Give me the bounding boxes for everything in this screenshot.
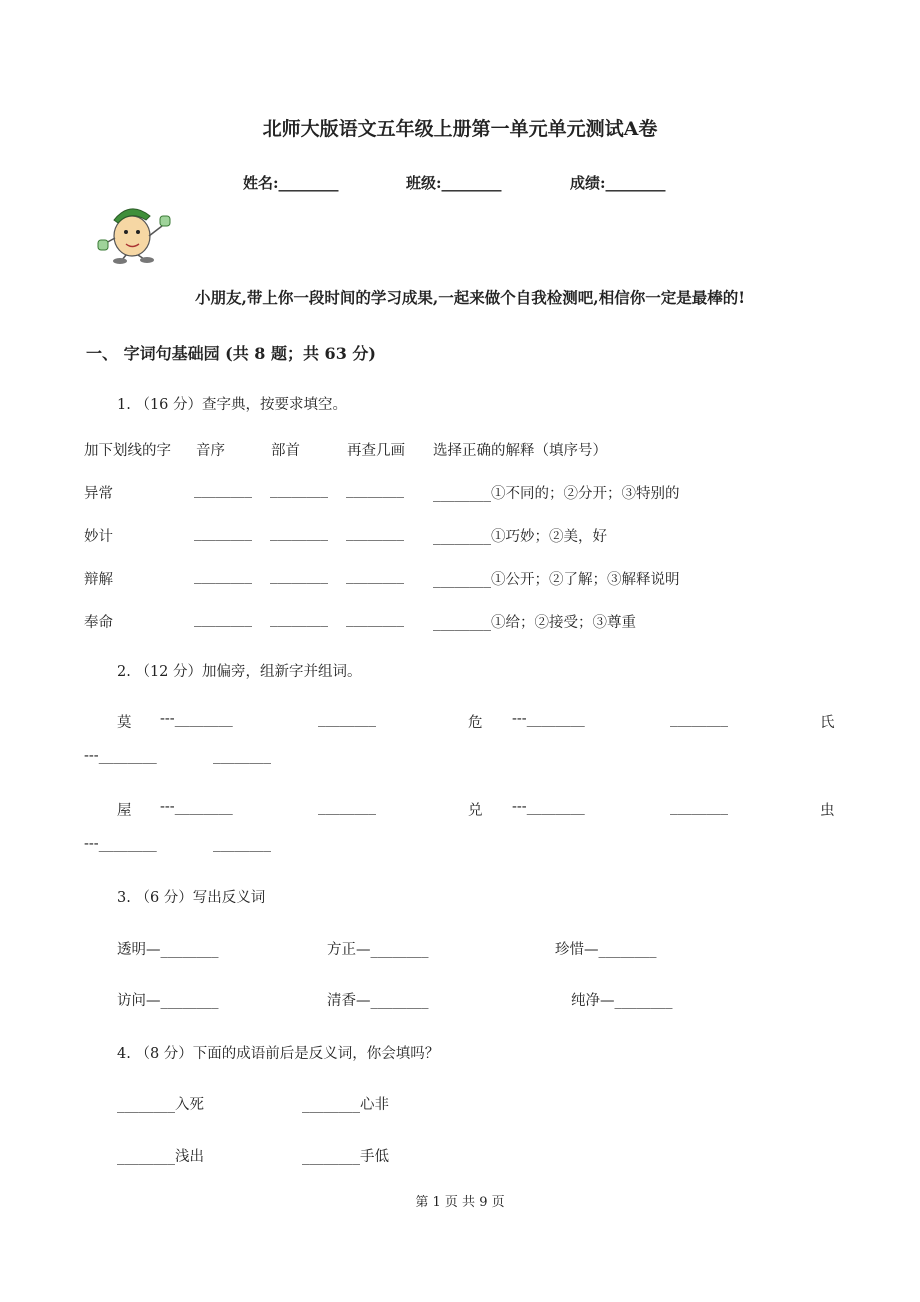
q1-row-word: 异常: [84, 486, 113, 502]
mascot-illustration: [96, 196, 178, 264]
q1-header-strokes: 再查几画: [347, 443, 405, 459]
question-2-title: 2. （12 分）加偏旁，组新字并组词。: [117, 664, 362, 680]
section-heading: 一、 字词句基础园 (共 8 题；共 63 分): [86, 344, 376, 363]
q1-blank-phonetic[interactable]: ________: [194, 611, 252, 627]
q2-blank[interactable]: ---________: [160, 711, 233, 727]
score-field[interactable]: 成绩:________: [570, 174, 666, 192]
q1-row-word: 奉命: [84, 615, 113, 631]
q1-row-answer[interactable]: ________①不同的；②分开；③特别的: [433, 486, 680, 502]
q3-item[interactable]: 方正—________: [327, 942, 429, 958]
q4-item[interactable]: ________手低: [302, 1149, 389, 1165]
q4-item[interactable]: ________心非: [302, 1097, 389, 1113]
class-field[interactable]: 班级:________: [406, 174, 502, 192]
q1-blank-radical[interactable]: ________: [270, 611, 328, 627]
q3-item[interactable]: 透明—________: [117, 942, 219, 958]
q2-blank[interactable]: ---________: [160, 799, 233, 815]
q3-item[interactable]: 纯净—________: [571, 993, 673, 1009]
question-4-title: 4. （8 分）下面的成语前后是反义词，你会填吗？: [117, 1046, 440, 1062]
q2-blank[interactable]: ---________: [84, 836, 157, 852]
q2-blank[interactable]: ________: [670, 799, 728, 815]
q2-char: 氏: [820, 715, 835, 731]
q2-char: 屋: [117, 803, 132, 819]
q1-row-answer[interactable]: ________①公开；②了解；③解释说明: [433, 572, 680, 588]
q2-blank[interactable]: ---________: [512, 799, 585, 815]
q3-item[interactable]: 访问—________: [117, 993, 219, 1009]
q4-item[interactable]: ________浅出: [117, 1149, 204, 1165]
question-1-title: 1. （16 分）查字典，按要求填空。: [117, 397, 348, 413]
q1-blank-strokes[interactable]: ________: [346, 568, 404, 584]
q2-blank[interactable]: ________: [213, 836, 271, 852]
q1-blank-radical[interactable]: ________: [270, 482, 328, 498]
q2-blank[interactable]: ________: [318, 711, 376, 727]
q2-char: 危: [468, 715, 483, 731]
q1-blank-phonetic[interactable]: ________: [194, 482, 252, 498]
q2-char: 莫: [117, 715, 132, 731]
q1-blank-radical[interactable]: ________: [270, 568, 328, 584]
q1-row-word: 妙计: [84, 529, 113, 545]
page-footer: 第 1 页 共 9 页: [415, 1195, 505, 1210]
q3-item[interactable]: 清香—________: [327, 993, 429, 1009]
q1-row-answer[interactable]: ________①巧妙；②美，好: [433, 529, 607, 545]
page-title: 北师大版语文五年级上册第一单元单元测试A卷: [262, 118, 658, 140]
q1-header-phonetic: 音序: [196, 443, 225, 459]
q4-item[interactable]: ________入死: [117, 1097, 204, 1113]
q1-blank-phonetic[interactable]: ________: [194, 568, 252, 584]
q1-header-meaning: 选择正确的解释（填序号）: [433, 443, 607, 459]
q2-char: 兑: [468, 803, 483, 819]
q2-blank[interactable]: ________: [318, 799, 376, 815]
q3-item[interactable]: 珍惜—________: [555, 942, 657, 958]
q2-blank[interactable]: ---________: [512, 711, 585, 727]
q2-blank[interactable]: ________: [670, 711, 728, 727]
name-field[interactable]: 姓名:________: [243, 174, 339, 192]
q1-blank-strokes[interactable]: ________: [346, 611, 404, 627]
intro-text: 小朋友,带上你一段时间的学习成果,一起来做个自我检测吧,相信你一定是最棒的!: [195, 288, 745, 307]
q1-row-word: 辩解: [84, 572, 113, 588]
q1-blank-radical[interactable]: ________: [270, 525, 328, 541]
q1-header-word: 加下划线的字: [84, 443, 171, 459]
q1-blank-phonetic[interactable]: ________: [194, 525, 252, 541]
q2-char: 虫: [820, 803, 835, 819]
q1-blank-strokes[interactable]: ________: [346, 525, 404, 541]
question-3-title: 3. （6 分）写出反义词: [117, 890, 266, 906]
q1-header-radical: 部首: [271, 443, 300, 459]
q1-blank-strokes[interactable]: ________: [346, 482, 404, 498]
q2-blank[interactable]: ________: [213, 748, 271, 764]
q1-row-answer[interactable]: ________①给；②接受；③尊重: [433, 615, 636, 631]
q2-blank[interactable]: ---________: [84, 748, 157, 764]
